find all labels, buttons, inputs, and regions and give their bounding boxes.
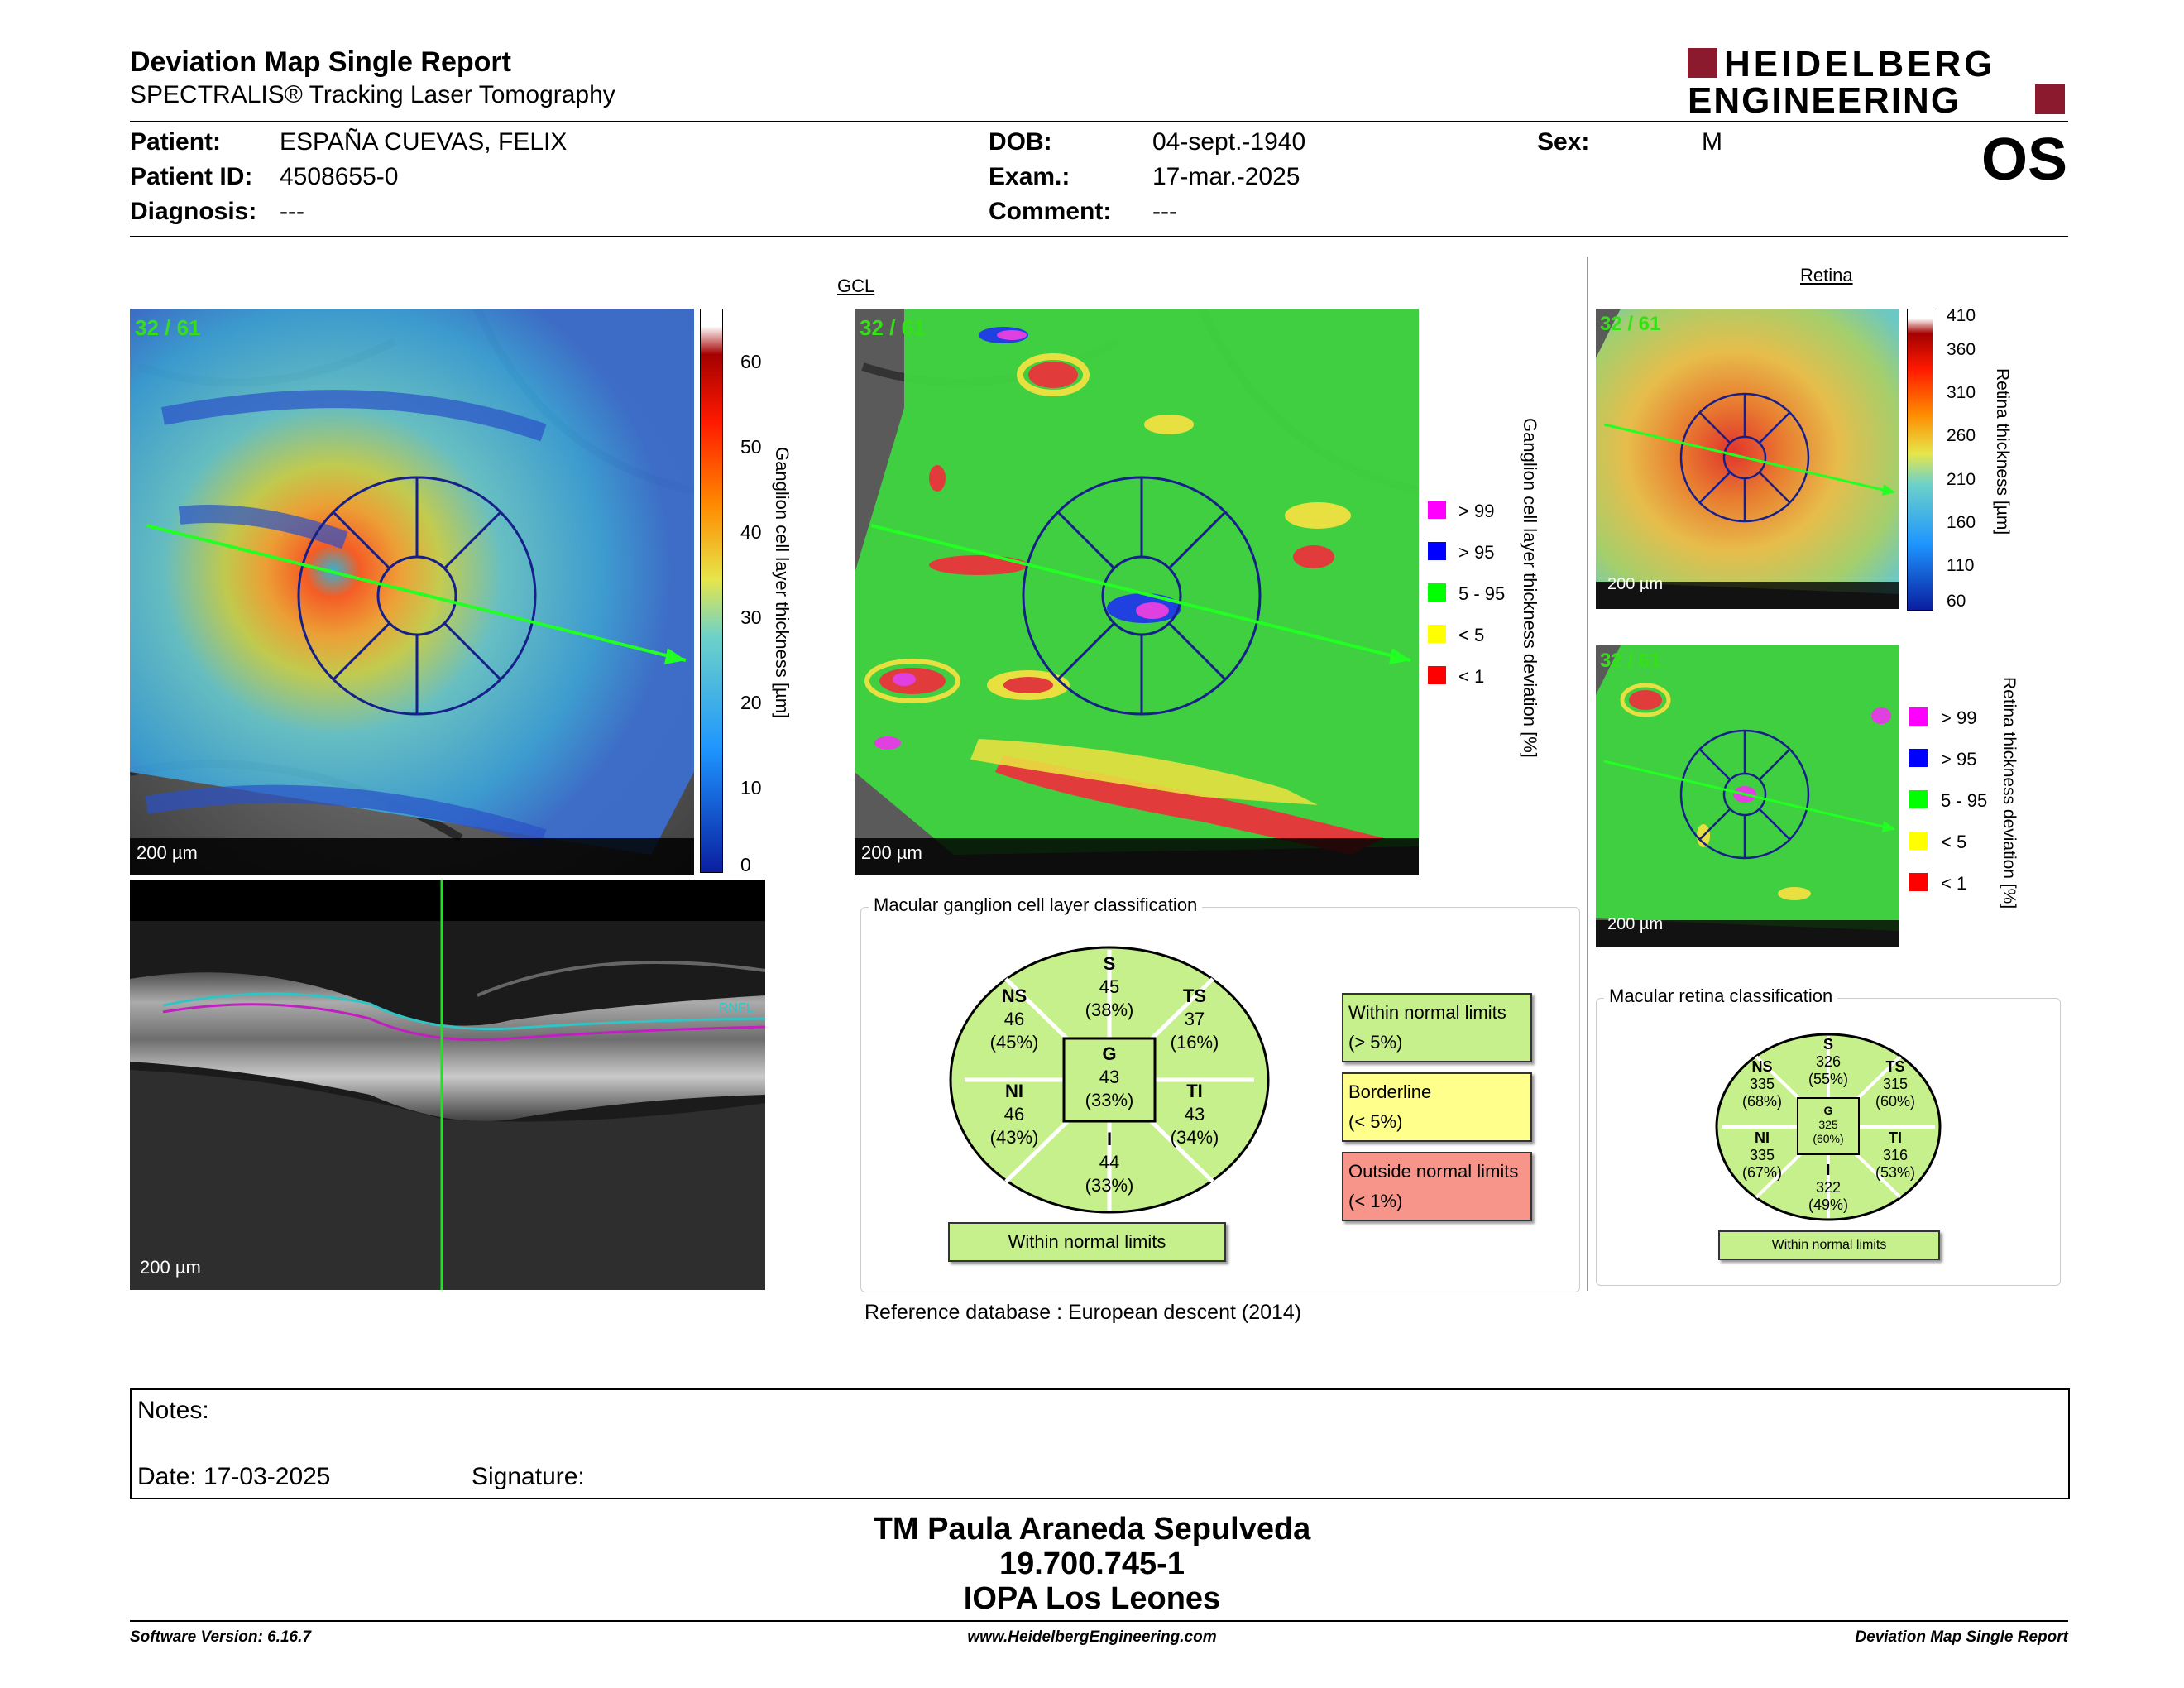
retina-tick: 110 [1947,556,1975,575]
gcl-sector-ts-value: 37 [1184,1009,1205,1029]
retina-thickness-axis-label: Retina thickness [µm] [1993,368,2012,535]
retina-etdrs-grid [1596,309,1899,609]
ret-sector-i-pct: (49%) [1808,1196,1849,1213]
retina-tick: 410 [1947,306,1976,325]
gcl-sector-ns-pct: (45%) [989,1032,1039,1053]
key-within-label: Within normal limits [1348,1002,1506,1023]
oct-bscan [130,880,765,1290]
gcl-legend-swatch [1428,625,1446,643]
gcl-sector-i-pct: (33%) [1085,1175,1134,1196]
key-within-range: (> 5%) [1348,1032,1403,1053]
gcl-tick: 50 [740,436,762,458]
diagnosis-label: Diagnosis: [130,198,257,225]
gcl-sector-i-value: 44 [1099,1152,1120,1172]
gcl-sector-ni-pct: (43%) [989,1127,1039,1148]
logo-line1: HEIDELBERG [1724,45,1996,84]
dob-label: DOB: [989,128,1052,156]
gcl-sector-s-pct: (38%) [1085,1000,1134,1020]
report-subtitle: SPECTRALIS® Tracking Laser Tomography [130,81,615,108]
gcl-legend-swatch [1428,542,1446,560]
ret-sector-s-value: 326 [1815,1053,1842,1070]
gcl-legend-label: > 99 [1458,501,1495,521]
notes-box[interactable] [130,1388,2070,1499]
retina-tick: 310 [1947,383,1976,402]
gcl-sector-s-name: S [1103,953,1116,974]
report-title: Deviation Map Single Report [130,46,511,78]
ret-sector-ns-pct: (68%) [1741,1093,1783,1110]
exam-value: 17-mar.-2025 [1152,163,1300,190]
gcl-scale-bar: 200 µm [136,842,198,863]
retina-tick: 210 [1947,470,1976,489]
retina-classification-title: Macular retina classification [1604,985,1837,1007]
gcl-legend-label: 5 - 95 [1458,583,1506,604]
retina-legend-label: 5 - 95 [1941,790,1988,811]
retina-tick: 160 [1947,513,1976,532]
heidelberg-logo [1688,45,2068,119]
vertical-divider [1587,257,1588,1291]
gcl-tick: 30 [740,607,762,628]
ret-sector-s-pct: (55%) [1808,1071,1849,1087]
dob-value: 04-sept.-1940 [1152,128,1306,156]
comment-value: --- [1152,198,1177,225]
gcl-sector-diagram [948,946,1271,1215]
patient-divider [130,236,2068,237]
signatory-name: TM Paula Araneda Sepulveda [873,1512,1311,1547]
gcl-sector-ts-name: TS [1182,985,1207,1006]
gcl-etdrs-grid [130,309,694,875]
retina-dev-scale-bar: 200 µm [1607,915,1664,933]
ret-sector-ts-name: TS [1885,1058,1905,1075]
retina-scan-count: 32 / 61 [1600,313,1661,335]
gcl-thickness-colorbar [700,309,723,873]
key-within-normal [1342,993,1532,1062]
key-borderline [1342,1072,1532,1142]
retina-legend-label: > 95 [1941,749,1977,770]
gcl-sector-ti-name: TI [1186,1081,1203,1101]
key-borderline-range: (< 5%) [1348,1111,1403,1132]
ret-sector-i-value: 322 [1815,1179,1842,1196]
sex-value: M [1702,128,1722,156]
gcl-sector-ni-name: NI [1005,1081,1023,1101]
ret-sector-ns-value: 335 [1749,1076,1775,1092]
signature-label: Signature: [472,1463,585,1490]
retina-dev-etdrs-grid [1596,645,1899,947]
retina-legend-label: < 1 [1941,873,1967,894]
gcl-sector-ti-pct: (34%) [1170,1127,1219,1148]
retina-tick: 360 [1947,340,1976,359]
gcl-legend-label: > 95 [1458,542,1495,563]
retina-legend-swatch [1909,707,1928,726]
retina-legend-label: > 99 [1941,707,1977,728]
ret-sector-ns-name: NS [1751,1058,1773,1075]
ret-sector-s-name: S [1822,1036,1834,1053]
gcl-dev-etdrs-grid [855,309,1419,875]
gcl-sector-i-name: I [1106,1129,1113,1149]
gcl-tick: 0 [740,854,751,875]
exam-label: Exam.: [989,163,1070,190]
retina-deviation-map [1596,645,1899,947]
gcl-sector-g-pct: (33%) [1085,1090,1134,1110]
comment-label: Comment: [989,198,1112,225]
retina-legend-swatch [1909,832,1928,850]
gcl-sector-ts-pct: (16%) [1170,1032,1219,1053]
signatory-org: IOPA Los Leones [963,1581,1221,1616]
gcl-deviation-map [855,309,1419,875]
gcl-section-title: GCL [837,276,875,296]
gcl-sector-ni-value: 46 [1003,1104,1025,1125]
gcl-sector-g-value: 43 [1099,1067,1120,1087]
key-outside-range: (< 1%) [1348,1191,1403,1211]
rnfl-label: RNFL [719,1001,754,1015]
software-version: Software Version: 6.16.7 [130,1628,311,1646]
footer-report-name: Deviation Map Single Report [1855,1628,2068,1646]
gcl-thickness-axis-label: Ganglion cell layer thickness [µm] [772,447,793,719]
gcl-sector-s-value: 45 [1099,976,1120,997]
diagnosis-value: --- [280,198,304,225]
ret-sector-i-name: I [1826,1162,1831,1178]
gcl-sector-ns-name: NS [1001,985,1027,1006]
retina-thickness-colorbar [1907,309,1933,611]
patient-label: Patient: [130,128,222,156]
gcl-deviation-axis-label: Ganglion cell layer thickness deviation [%] [1520,418,1540,758]
gcl-tick: 40 [740,521,762,543]
signatory-id: 19.700.745-1 [999,1547,1185,1581]
logo-line2: ENGINEERING [1688,80,1961,119]
gcl-legend-swatch [1428,501,1446,519]
retina-thickness-map [1596,309,1899,609]
gcl-thickness-map [130,309,694,875]
key-outside-normal [1342,1152,1532,1221]
gcl-sector-ti-value: 43 [1184,1104,1205,1125]
gcl-classification-title: Macular ganglion cell layer classification [869,894,1202,916]
retina-legend-label: < 5 [1941,832,1967,852]
retina-scale-bar: 200 µm [1607,575,1664,593]
ret-sector-g-name: G [1823,1104,1833,1117]
patient-name: ESPAÑA CUEVAS, FELIX [280,128,568,156]
website-link[interactable]: www.HeidelbergEngineering.com [967,1628,1217,1646]
key-borderline-label: Borderline [1348,1081,1432,1102]
patient-id: 4508655-0 [280,163,399,190]
notes-label: Notes: [137,1397,209,1424]
gcl-tick: 10 [740,777,762,798]
gcl-sector-g-name: G [1102,1043,1117,1064]
ret-sector-ti-pct: (53%) [1875,1164,1916,1181]
ret-sector-ti-name: TI [1889,1129,1902,1146]
header-divider [130,121,2068,122]
gcl-tick: 60 [740,351,762,372]
gcl-tick: 20 [740,692,762,713]
ret-sector-g-value: 325 [1818,1118,1838,1131]
gcl-overall-result: Within normal limits [948,1222,1226,1262]
gcl-sector-ns-value: 46 [1003,1009,1025,1029]
eye-indicator: OS [1981,127,2068,193]
ret-sector-ni-name: NI [1755,1129,1770,1146]
ret-sector-ts-value: 315 [1882,1076,1909,1092]
footer-divider [130,1620,2068,1622]
reference-database: Reference database : European descent (2014) [864,1301,1302,1324]
retina-legend-swatch [1909,749,1928,767]
retina-legend-swatch [1909,790,1928,808]
gcl-scan-count: 32 / 61 [135,315,201,340]
retina-legend-swatch [1909,873,1928,891]
ret-sector-ni-pct: (67%) [1741,1164,1783,1181]
gcl-legend-label: < 1 [1458,666,1485,687]
date-label: Date: 17-03-2025 [137,1463,331,1490]
ret-sector-ti-value: 316 [1882,1147,1909,1163]
retina-overall-result: Within normal limits [1718,1230,1940,1260]
gcl-legend-label: < 5 [1458,625,1485,645]
bscan-scale-bar: 200 µm [140,1257,201,1278]
retina-dev-scan-count: 32 / 61 [1600,650,1661,672]
retina-sector-diagram [1715,1032,1942,1222]
ret-sector-ni-value: 335 [1749,1147,1775,1163]
patient-id-label: Patient ID: [130,163,253,190]
gcl-dev-scale-bar: 200 µm [861,842,922,863]
sex-label: Sex: [1537,128,1590,156]
key-outside-label: Outside normal limits [1348,1161,1519,1182]
retina-deviation-axis-label: Retina thickness deviation [%] [2000,677,2019,909]
gcl-dev-scan-count: 32 / 61 [860,315,926,340]
retina-section-title: Retina [1800,265,1853,285]
retina-tick: 260 [1947,426,1976,445]
ret-sector-g-pct: (60%) [1813,1132,1844,1145]
gcl-legend-swatch [1428,666,1446,684]
ret-sector-ts-pct: (60%) [1875,1093,1916,1110]
retina-tick: 60 [1947,592,1966,611]
gcl-legend-swatch [1428,583,1446,602]
